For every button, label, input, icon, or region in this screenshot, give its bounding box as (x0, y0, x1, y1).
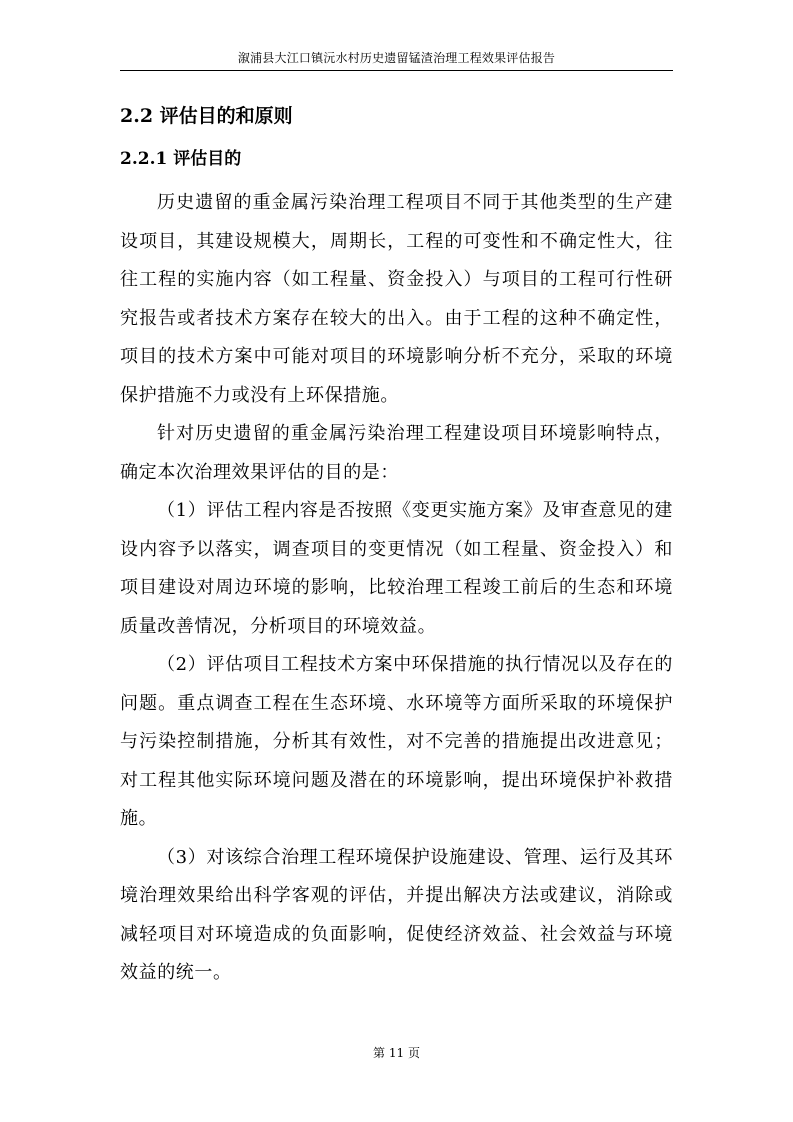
paragraph-item-3: （3）对该综合治理工程环境保护设施建设、管理、运行及其环境治理效果给出科学客观的评估，并提出解决方法或建议，消除或减轻项目对环境造成的负面影响，促使经济效益、社会效益与环境效益的统一。 (120, 846, 673, 983)
running-header: 溆浦县大江口镇沅水村历史遗留锰渣治理工程效果评估报告 (237, 51, 556, 65)
paragraph-intro: 历史遗留的重金属污染治理工程项目不同于其他类型的生产建设项目，其建设规模大，周期长，工程的可变性和不确定性大，往往工程的实施内容（如工程量、资金投入）与项目的工程可行性研究报告或者技术方案存在较大的出入。由于工程的这种不确定性，项目的技术方案中可能对项目的环境影响分析不充分，采取的环境保护措施不力或没有上环保措施。 (120, 192, 673, 406)
paragraph-purpose-lead: 针对历史遗留的重金属污染治理工程建设项目环境影响特点，确定本次治理效果评估的目的是： (120, 423, 673, 483)
paragraph-item-2: （2）评估项目工程技术方案中环保措施的执行情况以及存在的问题。重点调查工程在生态环境、水环境等方面所采取的环境保护与污染控制措施，分析其有效性，对不完善的措施提出改进意见；对工程其他实际环境问题及潜在的环境影响，提出环境保护补救措施。 (120, 654, 673, 829)
header-rule (120, 70, 673, 71)
subsection-heading: 2.2.1 评估目的 (120, 149, 242, 169)
section-heading: 2.2 评估目的和原则 (120, 105, 293, 127)
page-number: 第 11 页 (373, 1046, 420, 1060)
paragraph-item-1: （1）评估工程内容是否按照《变更实施方案》及审查意见的建设内容予以落实，调查项目的变更情况（如工程量、资金投入）和项目建设对周边环境的影响，比较治理工程竣工前后的生态和环境质量改善情况，分析项目的环境效益。 (120, 500, 673, 637)
body-text (120, 184, 673, 993)
